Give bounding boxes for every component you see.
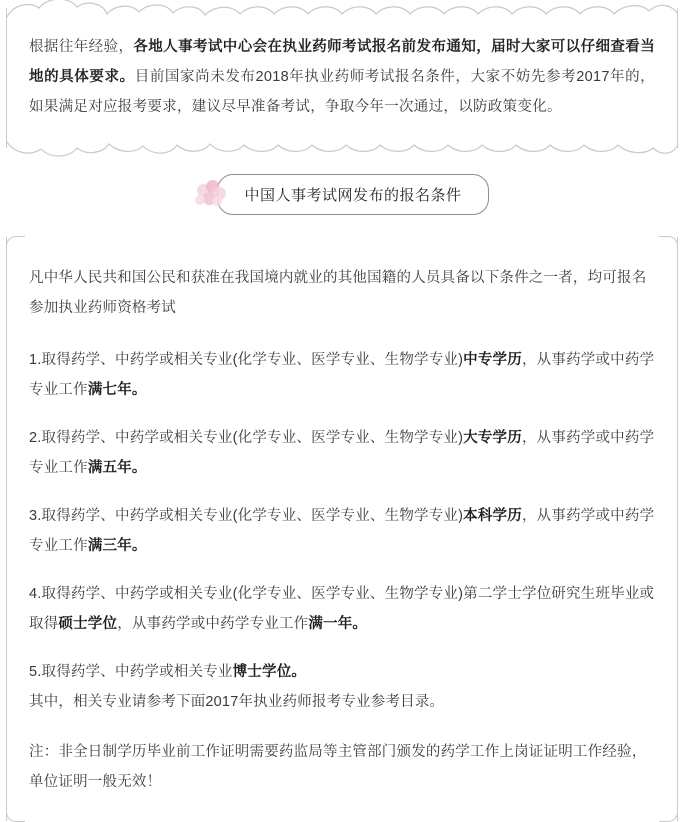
requirement-item: 1.取得药学、中药学或相关专业(化学专业、医学专业、生物学专业)中专学历，从事药学或中药学专业工作满七年。 xyxy=(29,352,655,398)
requirements-list xyxy=(29,345,655,687)
top-paragraph: 根据往年经验，各地人事考试中心会在执业药师考试报名前发布通知，届时大家可以仔细查看当地的具体要求。目前国家尚未发布2018年执业药师考试报名条件，大家不妨先参考2017年的，如果满足对应报考要求，建议尽早准备考试，争取今年一次通过，以防政策变化。 xyxy=(29,39,655,115)
requirements-intro: 凡中华人民共和国公民和获准在我国境内就业的其他国籍的人员具备以下条件之一者，均可报名参加执业药师资格考试 xyxy=(29,270,647,316)
reference-line: 其中，相关专业请参考下面2017年执业药师报考专业参考目录。 xyxy=(29,694,445,710)
top-notice-card xyxy=(6,8,678,148)
corner-top-left xyxy=(6,236,25,255)
requirement-item: 3.取得药学、中药学或相关专业(化学专业、医学专业、生物学专业)本科学历，从事药学或中药学专业工作满三年。 xyxy=(29,508,655,554)
section-title-label: 中国人事考试网发布的报名条件 xyxy=(217,174,488,215)
corner-bottom-right xyxy=(659,803,678,822)
flower-icon xyxy=(195,180,229,210)
corner-bottom-left xyxy=(6,803,25,822)
document-page xyxy=(0,8,684,815)
requirement-item: 4.取得药学、中药学或相关专业(化学专业、医学专业、生物学专业)第二学士学位研究生班毕业或取得硕士学位，从事药学或中药学专业工作满一年。 xyxy=(29,586,655,632)
requirement-item: 5.取得药学、中药学或相关专业博士学位。 xyxy=(29,664,307,680)
requirement-item: 2.取得药学、中药学或相关专业(化学专业、医学专业、生物学专业)大专学历，从事药学或中药学专业工作满五年。 xyxy=(29,430,655,476)
cloud-border-bottom xyxy=(7,138,677,160)
note-line: 注：非全日制学历毕业前工作证明需要药监局等主管部门颁发的药学工作上岗证证明工作经验，单位证明一般无效！ xyxy=(29,744,647,790)
cloud-border-top xyxy=(7,0,677,19)
requirements-card xyxy=(6,237,678,821)
corner-top-right xyxy=(659,236,678,255)
section-title xyxy=(0,174,684,215)
